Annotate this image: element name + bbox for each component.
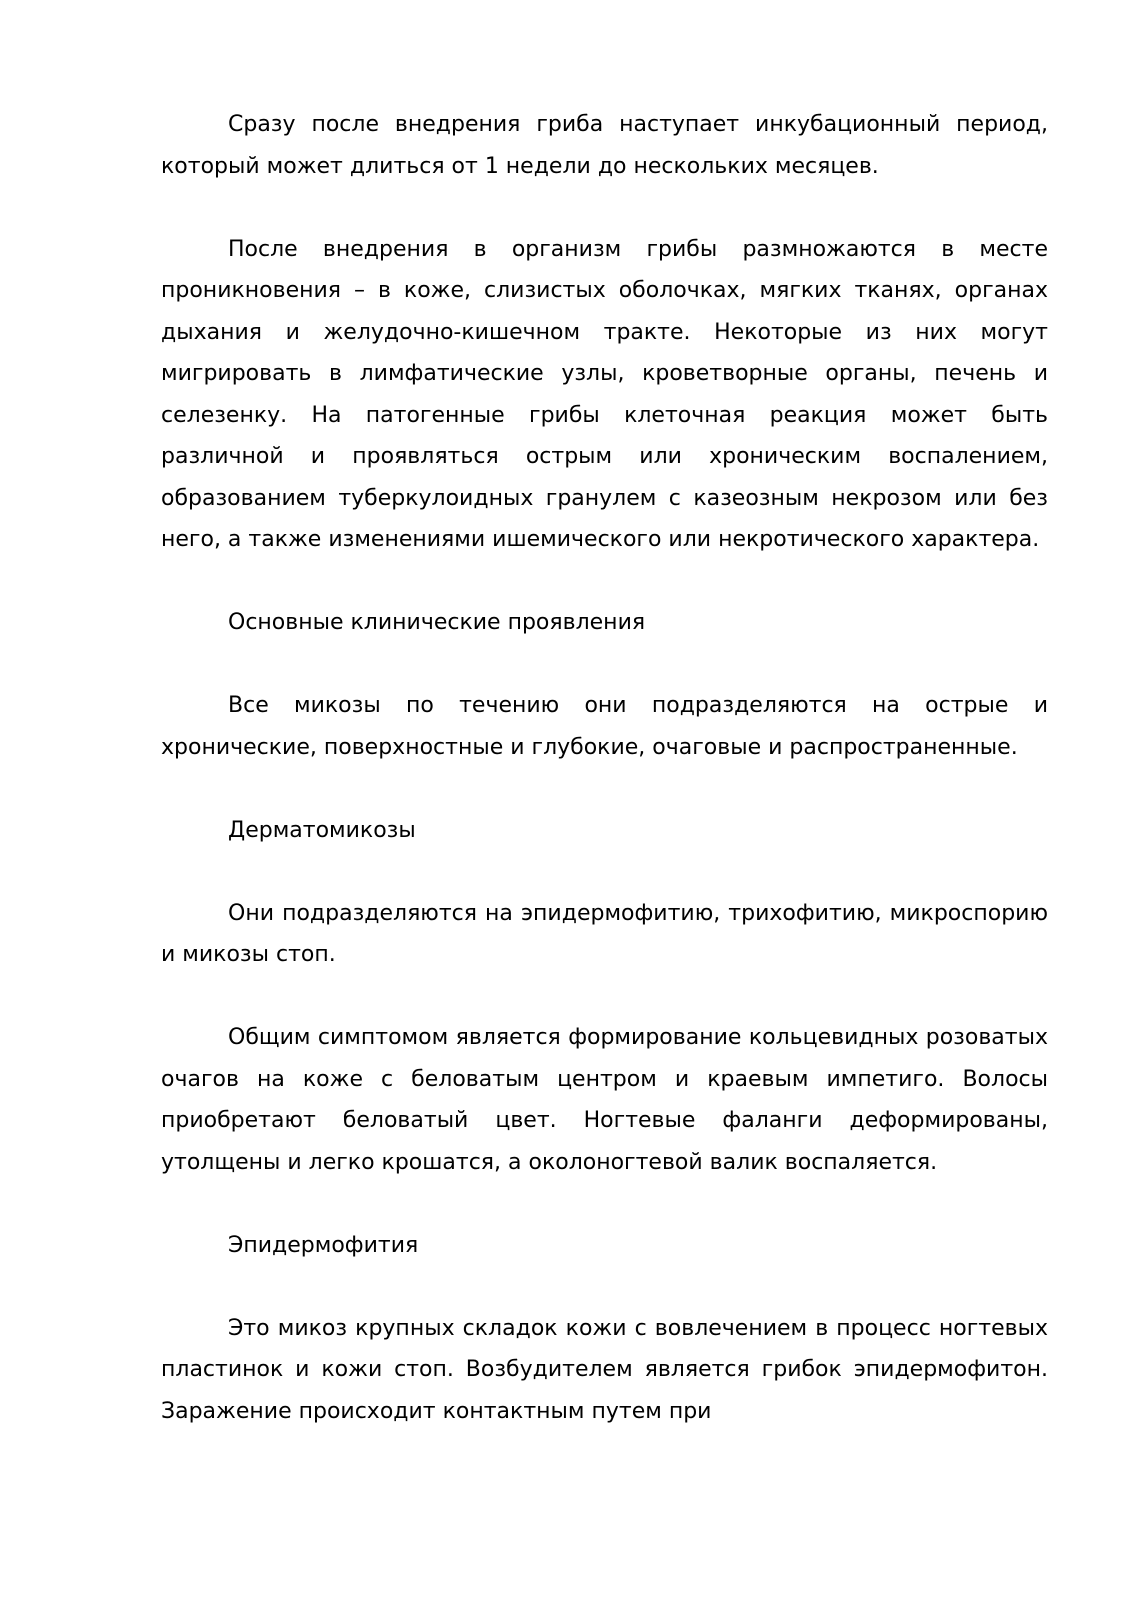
paragraph-gap bbox=[161, 768, 1048, 810]
paragraph-gap bbox=[161, 187, 1048, 229]
paragraph-gap bbox=[161, 1266, 1048, 1308]
paragraph-gap bbox=[161, 561, 1048, 603]
paragraph-pathogenesis: После внедрения в организм грибы размножаются в месте проникновения – в коже, слизистых оболочках, мягких тканях, органах дыхания и желудочно-кишечном тракте. Некоторые из них могут мигрировать в лимфатические узлы, кроветворные органы, печень и селезенку. На патогенные грибы клеточная реакция может быть различной и проявляться острым или хроническим воспалением, образованием туберкулоидных гранулем с казеозным некрозом или без него, а также изменениями ишемического или некротического характера. bbox=[161, 236, 1048, 552]
heading-dermatomycoses: Дерматомикозы bbox=[228, 817, 416, 843]
paragraph-gap bbox=[161, 1183, 1048, 1225]
paragraph-gap bbox=[161, 644, 1048, 686]
heading-clinical-manifestations: Основные клинические проявления bbox=[228, 610, 646, 635]
paragraph-gap bbox=[161, 976, 1048, 1018]
paragraph-common-symptom: Общим симптомом является формирование кольцевидных розоватых очагов на коже с беловатым центром и краевым импетиго. Волосы приобретают беловатый цвет. Ногтевые фаланги деформированы, утолщены и легко крошатся, а околоногтевой валик воспаляется. bbox=[161, 1025, 1048, 1175]
paragraph-gap bbox=[161, 851, 1048, 893]
paragraph-incubation: Сразу после внедрения гриба наступает инкубационный период, который может длиться от 1 недели до нескольких месяцев. bbox=[161, 112, 1048, 179]
paragraph-mycosis-classification: Все микозы по течению они подразделяются на острые и хронические, поверхностные и глубокие, очаговые и распространенные. bbox=[161, 693, 1048, 760]
paragraph-dermatomycoses-types: Они подразделяются на эпидермофитию, трихофитию, микроспорию и микозы стоп. bbox=[161, 900, 1048, 967]
heading-epidermophytosis: Эпидермофития bbox=[228, 1232, 419, 1258]
document-body bbox=[161, 104, 1048, 1432]
paragraph-epidermophytosis-description: Это микоз крупных складок кожи с вовлечением в процесс ногтевых пластинок и кожи стоп. Возбудителем является грибок эпидермофитон. Заражение происходит контактным путем при bbox=[161, 1315, 1048, 1424]
